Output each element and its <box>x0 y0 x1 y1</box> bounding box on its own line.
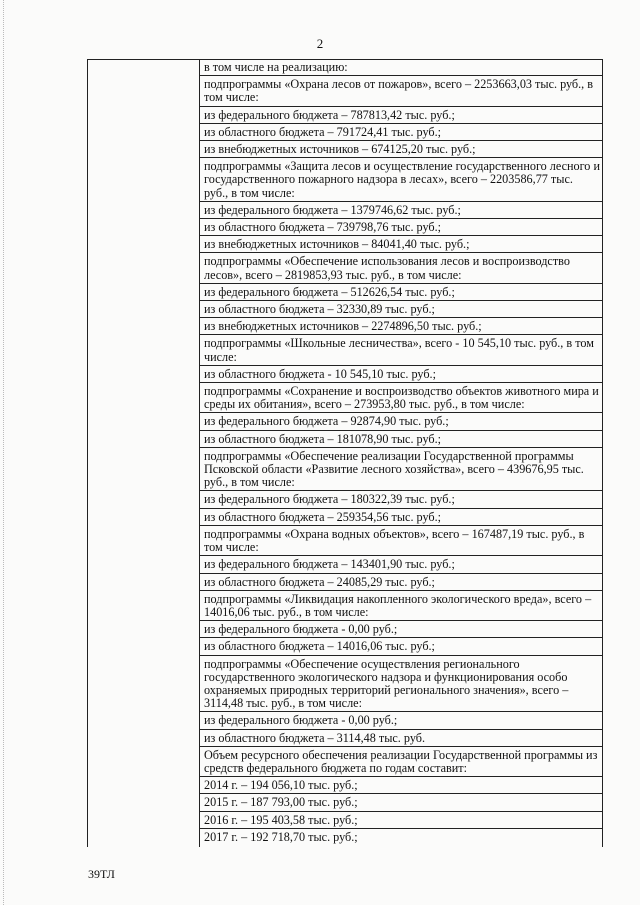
table-row: из внебюджетных источников – 84041,40 тыс. руб.; <box>199 236 603 253</box>
table-row: подпрограммы «Защита лесов и осуществление государственного лесного и государственного пожарного надзора в лесах», всего – 2203586,77 тыс. руб., в том числе: <box>199 158 603 202</box>
table-row: из областного бюджета – 259354,56 тыс. руб.; <box>199 509 603 526</box>
table-row: подпрограммы «Школьные лесничества», всего - 10 545,10 тыс. руб., в том числе: <box>199 335 603 365</box>
table-row: подпрограммы «Ликвидация накопленного экологического вреда», всего – 14016,06 тыс. руб., в том числе: <box>199 591 603 621</box>
scan-edge-line <box>3 0 4 905</box>
table-row: 2017 г. – 192 718,70 тыс. руб.; <box>204 829 358 844</box>
page-number: 2 <box>316 36 324 51</box>
table-row: в том числе на реализацию: <box>199 59 603 76</box>
table-row: из областного бюджета - 10 545,10 тыс. руб.; <box>199 366 603 383</box>
table-row: из областного бюджета – 739798,76 тыс. руб.; <box>199 219 603 236</box>
table-row: 2014 г. – 194 056,10 тыс. руб.; <box>199 777 603 794</box>
table-row: из федерального бюджета – 92874,90 тыс. руб.; <box>199 413 603 430</box>
table-row: 2016 г. – 195 403,58 тыс. руб.; <box>199 812 603 829</box>
table-row: подпрограммы «Обеспечение использования лесов и воспроизводство лесов», всего – 2819853,93 тыс. руб., в том числе: <box>199 253 603 283</box>
table-row: подпрограммы «Сохранение и воспроизводство объектов животного мира и среды их обитания», всего – 273953,80 тыс. руб., в том числе: <box>199 383 603 413</box>
table-row: из внебюджетных источников – 2274896,50 тыс. руб.; <box>199 318 603 335</box>
table-row: подпрограммы «Обеспечение реализации Государственной программы Псковской области «Развитие лесного хозяйства», всего – 439676,95 тыс. руб., в том числе: <box>199 448 603 492</box>
table-row: из федерального бюджета – 1379746,62 тыс. руб.; <box>199 202 603 219</box>
table-row: из федерального бюджета – 143401,90 тыс. руб.; <box>199 556 603 573</box>
table-row: из федерального бюджета - 0,00 руб.; <box>199 621 603 638</box>
table-row: подпрограммы «Охрана водных объектов», всего – 167487,19 тыс. руб., в том числе: <box>199 526 603 556</box>
table-row: 2015 г. – 187 793,00 тыс. руб.; <box>199 794 603 811</box>
resource-table <box>87 59 603 847</box>
table-row: из внебюджетных источников – 674125,20 тыс. руб.; <box>199 141 603 158</box>
table-row: из областного бюджета – 181078,90 тыс. руб.; <box>199 431 603 448</box>
table-row: из областного бюджета – 791724,41 тыс. руб.; <box>199 124 603 141</box>
table-row: из федерального бюджета – 512626,54 тыс. руб.; <box>199 284 603 301</box>
table-row: Объем ресурсного обеспечения реализации Государственной программы из средств федерального бюджета по годам составит: <box>199 747 603 777</box>
table-row: из федерального бюджета – 180322,39 тыс. руб.; <box>199 491 603 508</box>
table-content-cell <box>199 59 603 847</box>
table-row: подпрограммы «Охрана лесов от пожаров», всего – 2253663,03 тыс. руб., в том числе: <box>199 76 603 106</box>
table-left-border <box>87 59 88 847</box>
table-row: подпрограммы «Обеспечение осуществления регионального государственного экологического надзора и функционирования особо охраняемых природных территорий регионального значения», всего – 3114,48 тыс. руб., в том числе: <box>199 656 603 713</box>
table-row: из областного бюджета – 14016,06 тыс. руб.; <box>199 638 603 655</box>
document-code: 39ТЛ <box>88 867 115 881</box>
table-row: из областного бюджета – 3114,48 тыс. руб. <box>199 730 603 747</box>
table-row: из федерального бюджета – 787813,42 тыс. руб.; <box>199 107 603 124</box>
table-row: из областного бюджета – 24085,29 тыс. руб.; <box>199 574 603 591</box>
table-row: из федерального бюджета - 0,00 руб.; <box>199 712 603 729</box>
table-row: из областного бюджета – 32330,89 тыс. руб.; <box>199 301 603 318</box>
